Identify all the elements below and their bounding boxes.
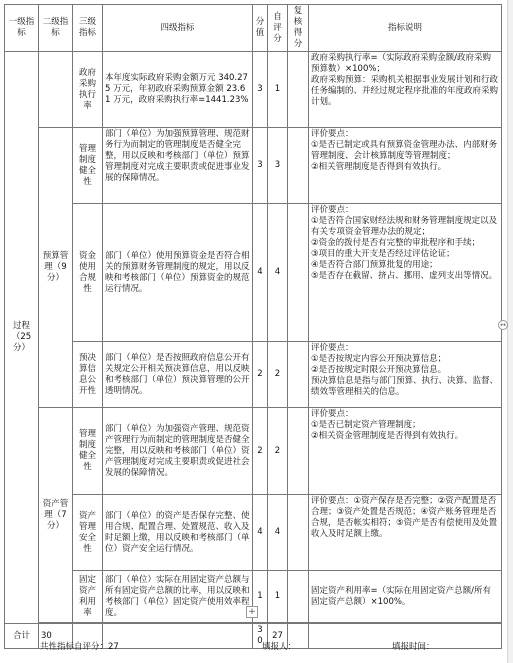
review-score-cell[interactable] — [288, 571, 309, 623]
header-review-score: 复核得分 — [288, 5, 309, 52]
common-score: 共性指标自评分：27 — [40, 642, 119, 652]
level3-cell: 固定资产利用率 — [73, 571, 103, 623]
table-scroll-handle[interactable]: ↔ — [498, 320, 508, 330]
review-score-cell[interactable] — [288, 52, 309, 128]
table-row — [5, 204, 502, 342]
header-score: 分值 — [253, 5, 268, 52]
description-cell: 政府采购执行率=（实际政府采购金额/政府采购预算数）×100%； 政府采购预算：采购机关根据事业发展计划和行政任务编制的、并经过规定程序批准的年度政府采购计划。 — [311, 53, 499, 107]
description-cell: 评价要点： ①是否按规定内容公开预决算信息； ②是否按规定时限公开预决算信息。 预决算信息是指与部门预算、执行、决算、监督、绩效等管理相关的信息。 — [311, 343, 499, 397]
self-score-cell: 4 — [268, 495, 288, 571]
self-score-cell: 3 — [268, 128, 288, 204]
header-row — [5, 5, 502, 52]
level4-cell: 部门（单位）使用预算资金是否符合相关的预算财务管理制度的规定，用以反映和考核部门（单位）预算资金的规范运行情况。 — [103, 204, 253, 342]
description-cell: 评价要点： ①是否已制定或具有预算资金管理办法、内部财务管理制度、会计核算制度等管理制度； ②相关管理制度是否得到有效执行。 — [311, 129, 498, 172]
total-level2-score: 30 — [39, 624, 73, 649]
page-edge — [507, 0, 513, 663]
score-cell: 3 — [253, 52, 268, 128]
level3-cell: 政府采购执行率 — [73, 52, 103, 128]
score-cell: 4 — [253, 495, 268, 571]
table-row — [5, 342, 502, 408]
level3-cell: 资产管理安全性 — [73, 495, 103, 571]
score-cell: 4 — [253, 204, 268, 342]
filler-label: 填报人： — [262, 642, 297, 652]
self-score-cell: 4 — [268, 204, 288, 342]
level3-cell: 管理制度健全性 — [73, 128, 103, 204]
score-cell: 2 — [253, 408, 268, 495]
self-score-cell: 2 — [268, 342, 288, 408]
level2-cell: 资产管理（7分） — [39, 408, 73, 623]
table-row — [5, 52, 502, 128]
description-cell: 评价要点： ①是否已制定资产管理制度； ②相关资金管理制度是否得到有效执行。 — [311, 409, 464, 441]
footer — [0, 640, 507, 654]
score-cell: 2 — [253, 342, 268, 408]
level4-cell: 部门（单位）是否按照政府信息公开有关规定公开相关预决算信息，用以反映和考核部门（单位）预决算管理的公开透明情况。 — [103, 342, 253, 408]
evaluation-table — [4, 4, 502, 649]
score-cell: 3 — [253, 128, 268, 204]
review-score-cell[interactable] — [288, 495, 309, 571]
level4-cell: 部门（单位）为加强资产管理、规范资产管理行为而制定的管理制度是否健全完整，用以反映和考核部门（单位）资产管理制度对完成主要职责或促进社会发展的保障情况。 — [103, 408, 253, 495]
add-row-handle[interactable]: + — [246, 606, 258, 618]
level3-cell: 预决算信息公开性 — [73, 342, 103, 408]
level2-cell: 预算管理（9分） — [39, 128, 73, 408]
fill-time-label: 填报时间： — [392, 642, 435, 652]
level4-cell: 部门（单位）实际在用固定资产总额与所有固定资产总额的比率，用以反映和考核部门（单位）固定资产使用效率程度。 — [103, 571, 253, 623]
review-score-cell[interactable] — [288, 204, 309, 342]
self-score-cell: 2 — [268, 408, 288, 495]
header-description: 指标说明 — [309, 5, 502, 52]
header-level1: 一级指标 — [5, 5, 39, 52]
description-cell: 固定资产利用率=（实际在用固定资产总额/所有固定资产总额）×100%。 — [311, 585, 491, 607]
review-score-cell[interactable] — [288, 342, 309, 408]
self-score-cell: 1 — [268, 571, 288, 623]
description-cell: 评价要点：①资产保存是否完整；②资产配置是否合理；③资产处置是否规范；④资产账务管理是否合规，是否帐实相符；⑤资产是否有偿使用及处置收入及时足额上缴。 — [311, 496, 498, 539]
score-cell: 1 — [253, 571, 268, 623]
level1-cell: 过程（25分） — [5, 52, 39, 624]
header-level2: 二级指标 — [39, 5, 73, 52]
description-cell: 评价要点： ①是否符合国家财经法规和财务管理制度规定以及有关专项资金管理办法的规定； ②资金的拨付是否有完整的审批程序和手续； ③项目的重大开支是否经过评估论证； ④是否符合部门预算批复的用途； ⑤是否存在截留、挤占、挪用、虚列支出等情况。 — [311, 205, 498, 281]
total-score: 30 — [253, 624, 268, 649]
header-level3: 三级指标 — [73, 5, 103, 52]
total-label: 合计 — [5, 624, 39, 649]
table-row — [5, 408, 502, 495]
level2-cell-empty — [39, 52, 73, 128]
level3-cell: 管理制度健全性 — [73, 408, 103, 495]
total-self-score: 27 — [268, 624, 288, 649]
level4-cell: 部门（单位）为加强预算管理、规范财务行为而制定的管理制度是否健全完整，用以反映和考核部门（单位）预算管理制度对完成主要职责或促进事业发展的保障情况。 — [103, 128, 253, 204]
level4-cell: 部门（单位）的资产是否保存完整、使用合规、配置合理、处置规范、收入及时足额上缴，用以反映和考核部门（单位）资产安全运行情况。 — [103, 495, 253, 571]
table-row — [5, 495, 502, 571]
self-score-cell: 1 — [268, 52, 288, 128]
header-level4: 四级指标 — [103, 5, 253, 52]
level4-cell: 本年度实际政府采购金额万元 340.275 万元，年初政府采购预算金额 23.61 万元，政府采购执行率=1441.23% — [103, 52, 253, 128]
level3-cell: 资金使用合规性 — [73, 204, 103, 342]
header-self-score: 自评分 — [268, 5, 288, 52]
review-score-cell[interactable] — [288, 408, 309, 495]
table-row — [5, 128, 502, 204]
review-score-cell[interactable] — [288, 128, 309, 204]
